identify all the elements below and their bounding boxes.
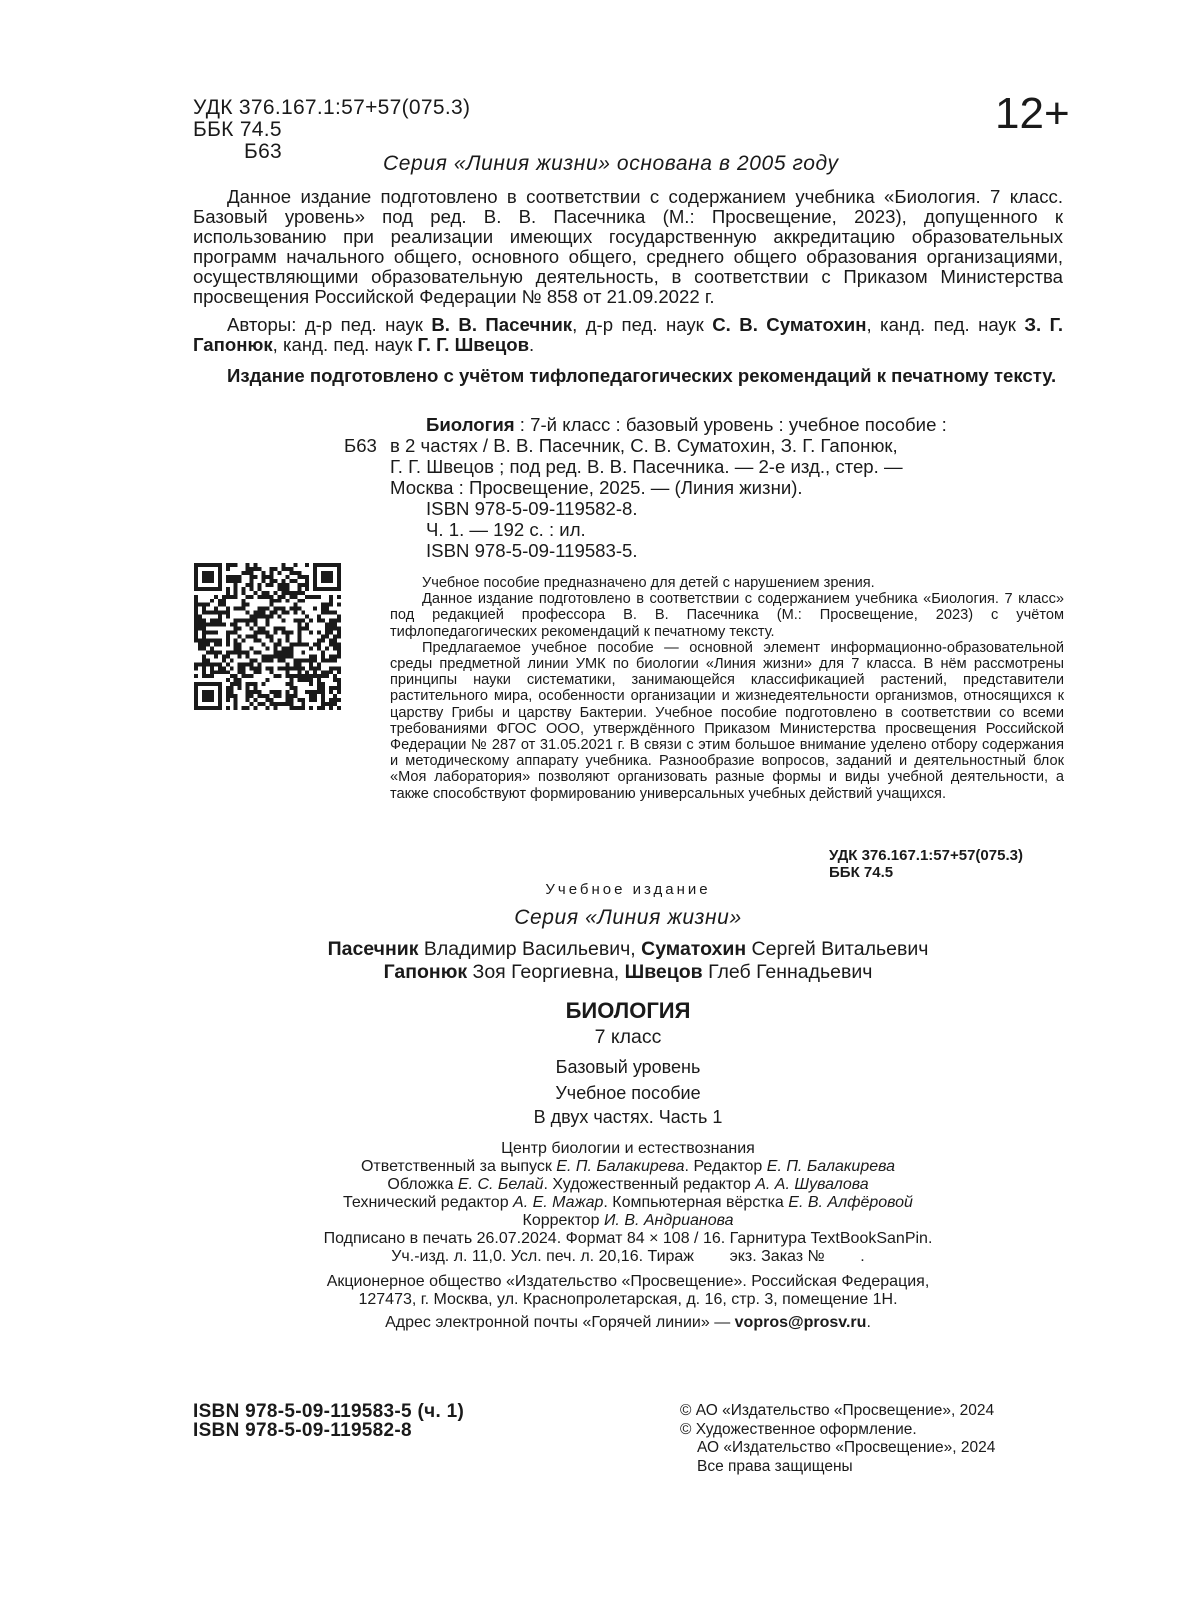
email-label: Адрес электронной почты «Горячей линии» — — [385, 1314, 735, 1331]
book-kind: Учебное пособие — [555, 1083, 701, 1103]
series-note: Серия «Линия жизни» основана в 2005 году — [383, 152, 839, 175]
footer-isbn — [193, 1402, 464, 1440]
print-line-2: Уч.-изд. л. 11,0. Усл. печ. л. 20,16. Тираж экз. Заказ № . — [391, 1248, 865, 1265]
authors-paragraph — [193, 315, 1063, 355]
authors-mid-3: , канд. пед. наук — [272, 334, 418, 355]
udk-code: УДК 376.167.1:57+57(075.3) — [193, 96, 471, 119]
credits-line-cover — [0, 1176, 1200, 1194]
annotation-p2: Данное издание подготовлено в соответствии с содержанием учебника «Биология. 7 класс» под редакцией профессора В. В. Пасечника (М.: Просвещение, 2023) с учётом тифлопедагогических рекомендаций к печатному тексту. — [390, 591, 1064, 640]
authors-text — [193, 315, 1063, 355]
imprint-authors — [0, 938, 1200, 984]
art-name: А. А. Шувалова — [755, 1176, 869, 1193]
imprint-authors-line-2 — [0, 961, 1200, 984]
bib-line-1 — [344, 414, 1064, 435]
cover-label: Обложка — [387, 1176, 458, 1193]
layout-label: . Компьютерная вёрстка — [603, 1194, 789, 1211]
annotation-p3: Предлагаемое учебное пособие — основной элемент информационно-образовательной среды предметной линии УМК по биологии «Линия жизни» для 7 класса. В нём рассмотрены принципы науки систематики, занимающейся классификацией растений, представители растительного мира, особенности организации и жизнедеятельности организмов, относящихся к царству Грибы и царству Бактерии. Учебное пособие подготовлено в соответствии со всеми требованиями ФГОС ООО, утверждённого Приказом Министерства просвещения Российской Федерации № 287 от 31.05.2021 г. В связи с этим большое внимание уделено отбору содержания и методическому аппарату учебника. Разнообразие вопросов, заданий и деятельностный блок «Моя лаборатория» позволяют организовать разные формы и виды учебной деятельности, а также способствуют формированию универсальных учебных действий учащихся. — [390, 639, 1064, 802]
imprint-author-3-last: Гапонюк — [383, 961, 468, 983]
bib-line-1-rest: : 7-й класс : базовый уровень : учебное пособие : — [514, 414, 947, 435]
bib-code: Б63 — [344, 435, 377, 456]
imprint-authors-line-1 — [0, 938, 1200, 961]
author-2: С. В. Суматохин — [712, 314, 867, 335]
credits-line-tech — [0, 1194, 1200, 1212]
author-4: Г. Г. Швецов — [417, 334, 530, 355]
annotation-bbk: ББК 74.5 — [829, 863, 894, 881]
art-label: . Художественный редактор — [543, 1176, 756, 1193]
publisher-info — [0, 1273, 1200, 1309]
email-link[interactable]: vopros@prosv.ru — [734, 1314, 867, 1331]
print-info — [0, 1230, 1200, 1266]
bib-part: Ч. 1. — 192 с. : ил. — [426, 519, 586, 540]
author-3: З. Г. Гапонюк — [193, 314, 1063, 355]
publisher-line-2: 127473, г. Москва, ул. Краснопролетарская, д. 16, стр. 3, помещение 1Н. — [358, 1291, 898, 1308]
tech-label: Технический редактор — [343, 1194, 514, 1211]
qr-finder-pattern-1 — [194, 563, 222, 591]
footer-isbn-1: ISBN 978-5-09-119583-5 (ч. 1) — [193, 1401, 465, 1422]
imprint-author-1-last: Пасечник — [327, 938, 419, 960]
print-line-1: Подписано в печать 26.07.2024. Формат 84 × 108 / 16. Гарнитура TextBookSanPin. — [323, 1230, 933, 1247]
annotation-classification — [829, 848, 1023, 881]
age-rating: 12+ — [995, 89, 1070, 138]
imprint-author-4-rest: Глеб Геннадьевич — [702, 961, 873, 983]
copyright-3: АО «Издательство «Просвещение», 2024 — [697, 1439, 996, 1456]
edition-type: Учебное издание — [545, 881, 711, 898]
book-grade: 7 класс — [594, 1026, 662, 1048]
book-title: БИОЛОГИЯ — [565, 998, 691, 1023]
copyright-2: © Художественное оформление. — [680, 1420, 917, 1438]
authors-mid-1: , д-р пед. наук — [572, 314, 713, 335]
author-mark: Б63 — [244, 140, 283, 163]
imprint-series: Серия «Линия жизни» — [514, 906, 742, 929]
imprint-author-4-last: Швецов — [624, 961, 703, 983]
corr-label: Корректор — [522, 1212, 604, 1229]
qr-code-graphic — [194, 563, 341, 710]
authors-end: . — [529, 334, 535, 355]
author-1: В. В. Пасечник — [431, 314, 573, 335]
resp-name: Е. П. Балакирева — [556, 1158, 685, 1175]
corr-name: И. В. Андрианова — [603, 1212, 734, 1229]
authors-prefix: Авторы: д-р пед. наук — [227, 314, 432, 335]
intro-paragraph — [193, 187, 1063, 307]
publisher-line-1: Акционерное общество «Издательство «Просвещение». Российская Федерация, — [326, 1273, 930, 1290]
annotation-udk: УДК 376.167.1:57+57(075.3) — [829, 847, 1023, 864]
imprint-author-1-rest: Владимир Васильевич, — [418, 938, 642, 960]
bib-line-2 — [344, 435, 1064, 456]
authors-mid-2: , канд. пед. наук — [866, 314, 1025, 335]
bbk-code: ББК 74.5 — [193, 118, 282, 141]
bib-title: Биология — [426, 414, 515, 435]
qr-modules — [194, 563, 341, 710]
bib-isbn-part: ISBN 978-5-09-119583-5. — [426, 540, 638, 561]
editor-name: Е. П. Балакирева — [766, 1158, 896, 1175]
book-level: Базовый уровень — [555, 1057, 701, 1077]
annotation-p1: Учебное пособие предназначено для детей с нарушением зрения. — [422, 575, 875, 591]
tech-name: А. Е. Мажар — [513, 1194, 604, 1211]
resp-label: Ответственный за выпуск — [360, 1158, 557, 1175]
cover-name: Е. С. Белай — [457, 1176, 544, 1193]
bib-line-2-text: в 2 частях / В. В. Пасечник, С. В. Суматохин, З. Г. Гапонюк, — [390, 435, 898, 456]
credits-line-responsible — [0, 1158, 1200, 1176]
editor-label: . Редактор — [684, 1158, 767, 1175]
bib-line-4: Москва : Просвещение, 2025. — (Линия жизни). — [390, 477, 803, 498]
hotline-email — [0, 1314, 1200, 1332]
credits — [0, 1140, 1200, 1230]
book-parts: В двух частях. Часть 1 — [533, 1107, 723, 1127]
annotation — [390, 575, 1064, 802]
bib-isbn-full: ISBN 978-5-09-119582-8. — [426, 498, 638, 519]
qr-finder-pattern-3 — [194, 682, 222, 710]
qr-code[interactable] — [194, 563, 341, 710]
intro-text: Данное издание подготовлено в соответствии с содержанием учебника «Биология. 7 класс. Базовый уровень» под ред. В. В. Пасечника (М.: Просвещение, 2023), допущенного к использованию при реализации имеющих государственную аккредитацию образовательных программ начального общего, основного общего, среднего общего образования организациями, осуществляющими образовательную деятельность, в соответствии с Приказом Министерства просвещения Российской Федерации № 858 от 21.09.2022 г. — [193, 186, 1063, 307]
copyright-block — [680, 1402, 995, 1476]
copyright-1: © АО «Издательство «Просвещение», 2024 — [680, 1402, 995, 1419]
footer-isbn-2: ISBN 978-5-09-119582-8 — [193, 1420, 412, 1441]
bib-line-3: Г. Г. Швецов ; под ред. В. В. Пасечника. — 2-е изд., стер. — — [390, 456, 903, 477]
imprint-author-3-rest: Зоя Георгиевна, — [467, 961, 625, 983]
tiflo-text: Издание подготовлено с учётом тифлопедагогических рекомендаций к печатному тексту. — [227, 365, 1057, 386]
copyright-4: Все права защищены — [697, 1457, 853, 1475]
bibliographic-record — [344, 414, 1064, 561]
qr-finder-pattern-2 — [313, 563, 341, 591]
imprint-author-2-rest: Сергей Витальевич — [746, 938, 929, 960]
credits-line-corrector — [0, 1212, 1200, 1230]
tiflo-note — [193, 366, 1063, 386]
credits-center: Центр биологии и естествознания — [501, 1140, 755, 1157]
layout-name: Е. В. Алфёровой — [788, 1194, 913, 1211]
imprint-author-2-last: Суматохин — [641, 938, 747, 960]
email-end: . — [866, 1314, 871, 1331]
